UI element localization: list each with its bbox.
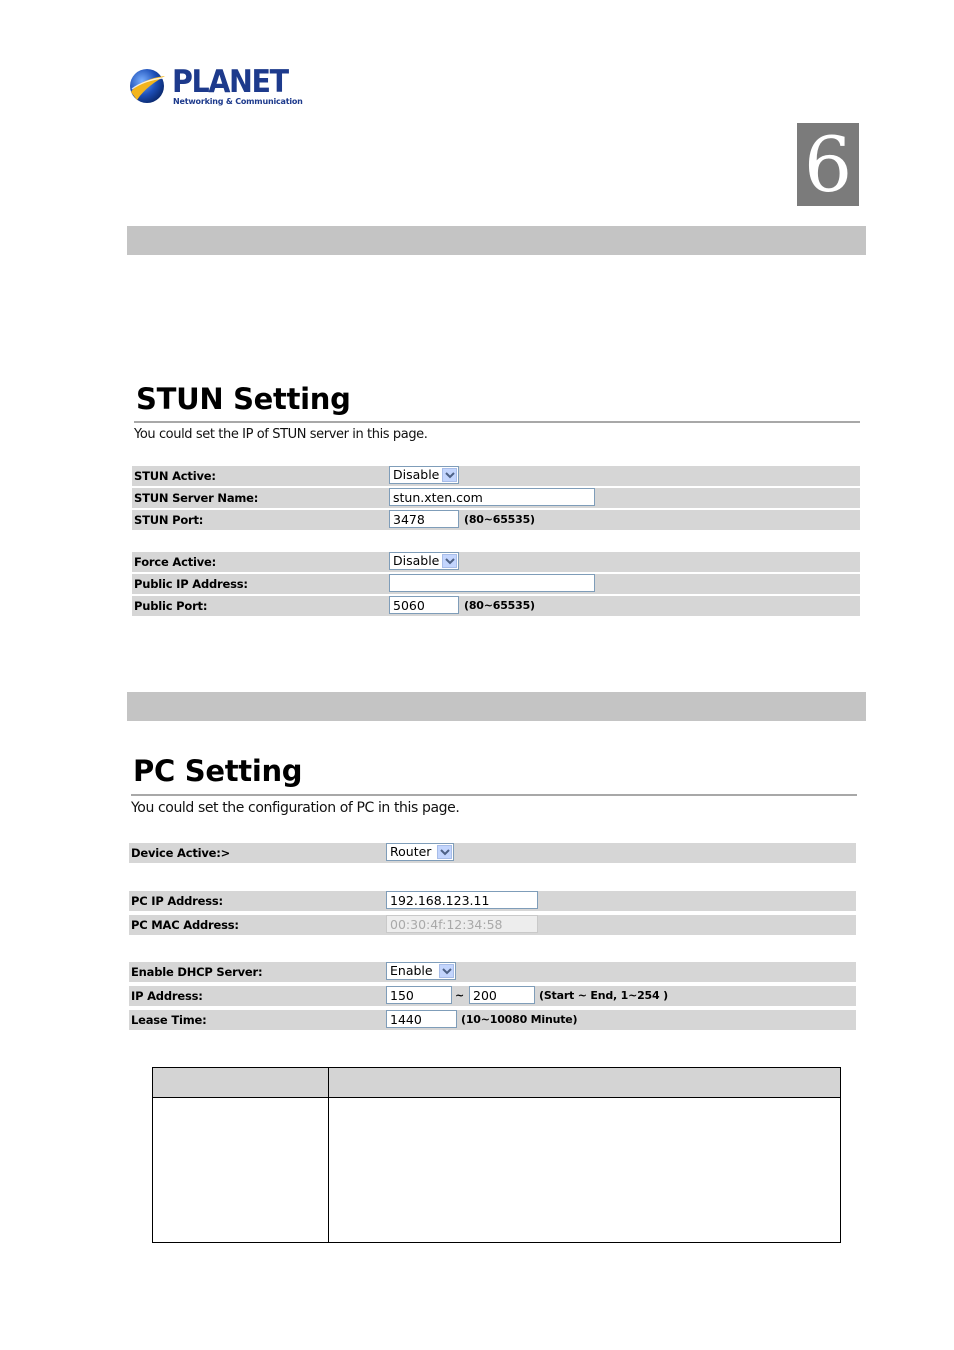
chevron-down-icon — [442, 554, 457, 568]
public-ip-input[interactable] — [389, 574, 595, 592]
stun-panel-description: You could set the IP of STUN server in this page. — [134, 427, 428, 442]
force-active-select[interactable] — [389, 552, 459, 570]
public-ip-label: Public IP Address: — [134, 577, 248, 591]
chapter-number: 6 — [797, 123, 859, 206]
pc-panel-description: You could set the configuration of PC in this page. — [131, 800, 460, 816]
stun-title-rule — [134, 421, 860, 423]
ip-range-separator: ~ — [455, 989, 465, 1002]
pc-panel-title: PC Setting — [133, 754, 303, 788]
chevron-down-icon — [442, 468, 457, 482]
lease-time-row — [129, 1010, 856, 1030]
force-active-value: Disable — [393, 553, 440, 568]
stun-server-name-input[interactable]: stun.xten.com — [389, 488, 595, 506]
stun-active-value: Disable — [393, 467, 440, 482]
stun-active-select[interactable] — [389, 466, 459, 484]
lease-time-hint: (10~10080 Minute) — [461, 1013, 578, 1026]
dhcp-server-row — [129, 962, 856, 982]
pc-title-rule — [131, 794, 857, 796]
ip-range-row — [129, 986, 856, 1006]
globe-icon — [128, 67, 166, 105]
ip-range-hint: (Start ~ End, 1~254 ) — [539, 989, 668, 1002]
pc-mac-label: PC MAC Address: — [131, 918, 239, 932]
pc-ip-label: PC IP Address: — [131, 894, 223, 908]
chevron-down-icon — [437, 845, 452, 859]
lease-time-label: Lease Time: — [131, 1013, 207, 1027]
ip-range-end-input[interactable]: 200 — [469, 986, 535, 1004]
dhcp-server-value: Enable — [390, 963, 433, 978]
description-table — [152, 1067, 841, 1243]
public-port-input[interactable]: 5060 — [389, 596, 459, 614]
pc-mac-input: 00:30:4f:12:34:58 — [386, 915, 538, 933]
stun-port-row — [132, 510, 860, 530]
dhcp-server-label: Enable DHCP Server: — [131, 965, 263, 979]
public-port-range-hint: (80~65535) — [464, 599, 535, 612]
device-active-label: Device Active:> — [131, 846, 231, 860]
public-port-label: Public Port: — [134, 599, 208, 613]
stun-port-range-hint: (80~65535) — [464, 513, 535, 526]
force-active-label: Force Active: — [134, 555, 217, 569]
lease-time-input[interactable]: 1440 — [386, 1010, 457, 1028]
stun-server-name-row — [132, 488, 860, 508]
pc-ip-row — [129, 891, 856, 911]
stun-port-label: STUN Port: — [134, 513, 204, 527]
force-active-row — [132, 552, 860, 572]
public-port-row — [132, 596, 860, 616]
device-active-row — [129, 843, 856, 863]
device-active-value: Router — [390, 844, 432, 859]
stun-server-name-label: STUN Server Name: — [134, 491, 259, 505]
table-header-row — [153, 1068, 840, 1098]
section-heading-bar — [127, 226, 866, 255]
dhcp-server-select[interactable] — [386, 962, 456, 980]
table-column-divider — [328, 1068, 329, 1242]
pc-ip-input[interactable]: 192.168.123.11 — [386, 891, 538, 909]
logo-tagline: Networking & Communication — [173, 97, 303, 106]
planet-logo — [128, 64, 303, 110]
pc-mac-row — [129, 915, 856, 935]
device-active-select[interactable] — [386, 843, 454, 861]
section-heading-bar — [127, 692, 866, 721]
ip-range-start-input[interactable]: 150 — [386, 986, 452, 1004]
ip-range-label: IP Address: — [131, 989, 203, 1003]
stun-active-label: STUN Active: — [134, 469, 216, 483]
chevron-down-icon — [439, 964, 454, 978]
stun-port-input[interactable]: 3478 — [389, 510, 459, 528]
stun-active-row — [132, 466, 860, 486]
public-ip-row — [132, 574, 860, 594]
logo-wordmark: PLANET — [172, 64, 288, 100]
stun-panel-title: STUN Setting — [136, 382, 351, 416]
